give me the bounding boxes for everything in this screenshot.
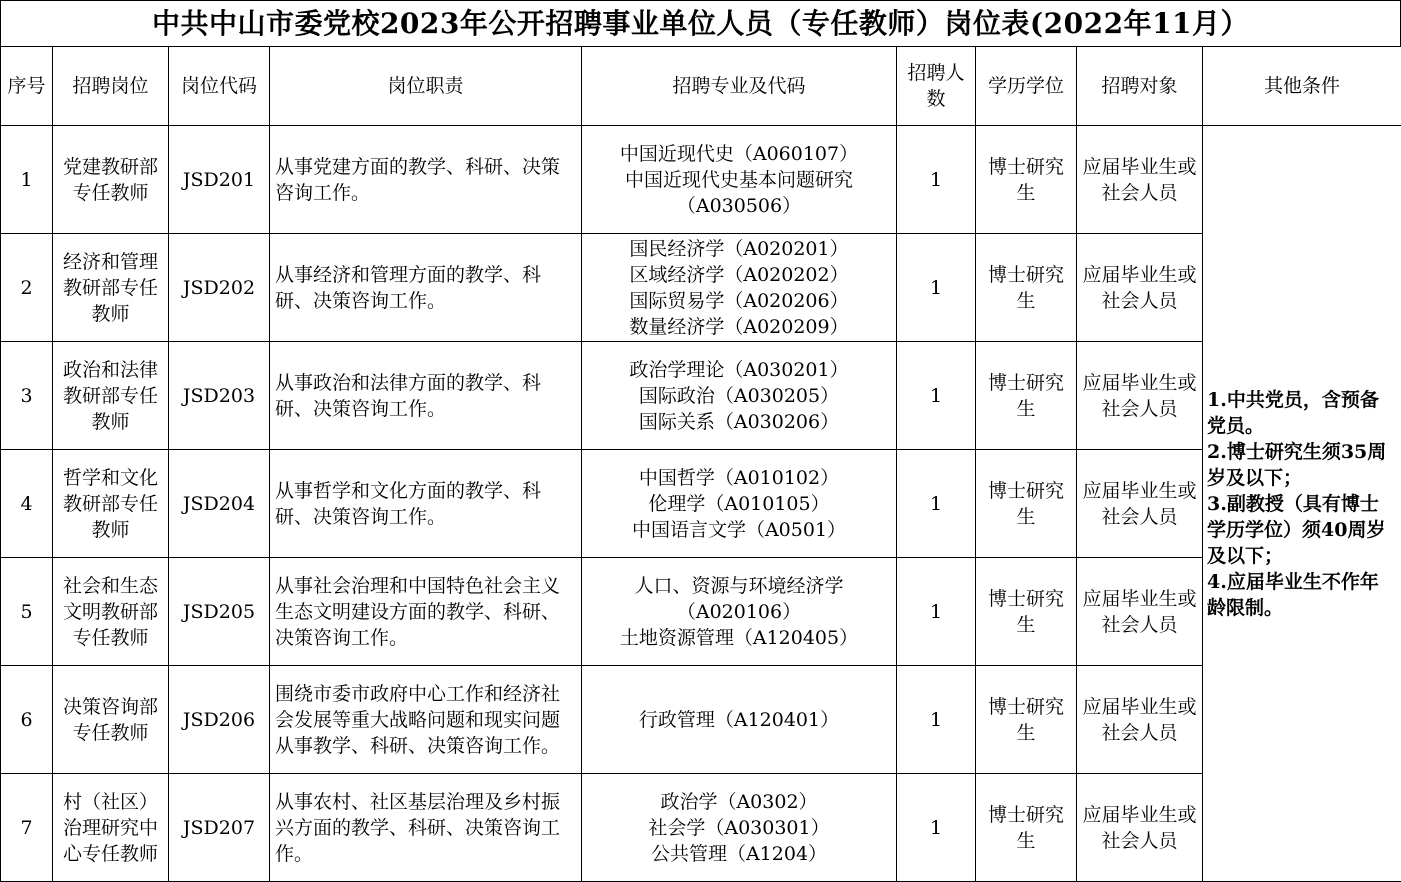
major-item: 中国近现代史基本问题研究 [587, 167, 891, 193]
cell-target: 应届毕业生或社会人员 [1077, 126, 1203, 234]
cell-count: 1 [897, 666, 976, 774]
cell-duty: 从事哲学和文化方面的教学、科研、决策咨询工作。 [270, 450, 582, 558]
condition-item: 2.博士研究生须35周岁及以下； [1207, 439, 1397, 491]
cell-duty: 从事党建方面的教学、科研、决策咨询工作。 [270, 126, 582, 234]
major-item: 中国语言文学（A0501） [587, 517, 891, 543]
cell-count: 1 [897, 450, 976, 558]
cell-seq: 7 [1, 774, 53, 882]
header-other-conditions: 其他条件 [1203, 47, 1401, 126]
header-position: 招聘岗位 [53, 47, 169, 126]
major-item: 国际贸易学（A020206） [587, 288, 891, 314]
cell-position: 党建教研部专任教师 [53, 126, 169, 234]
cell-seq: 5 [1, 558, 53, 666]
cell-target: 应届毕业生或社会人员 [1077, 342, 1203, 450]
cell-majors [582, 126, 897, 234]
cell-position: 社会和生态文明教研部专任教师 [53, 558, 169, 666]
cell-code: JSD206 [169, 666, 270, 774]
header-majors: 招聘专业及代码 [582, 47, 897, 126]
cell-majors [582, 666, 897, 774]
table-row [1, 558, 1401, 666]
cell-count: 1 [897, 774, 976, 882]
cell-degree: 博士研究生 [976, 558, 1077, 666]
major-item: 国际政治（A030205） [587, 383, 891, 409]
cell-duty: 从事经济和管理方面的教学、科研、决策咨询工作。 [270, 234, 582, 342]
major-item: 国际关系（A030206） [587, 409, 891, 435]
table-row [1, 234, 1401, 342]
cell-degree: 博士研究生 [976, 774, 1077, 882]
cell-code: JSD203 [169, 342, 270, 450]
cell-seq: 2 [1, 234, 53, 342]
positions-table [0, 46, 1401, 882]
cell-code: JSD205 [169, 558, 270, 666]
page-title: 中共中山市委党校2023年公开招聘事业单位人员（专任教师）岗位表(2022年11月） [0, 0, 1401, 46]
cell-target: 应届毕业生或社会人员 [1077, 558, 1203, 666]
cell-target: 应届毕业生或社会人员 [1077, 774, 1203, 882]
major-item: 中国哲学（A010102） [587, 465, 891, 491]
cell-count: 1 [897, 234, 976, 342]
cell-count: 1 [897, 558, 976, 666]
major-item: 中国近现代史（A060107） [587, 141, 891, 167]
major-item: 政治学理论（A030201） [587, 357, 891, 383]
cell-target: 应届毕业生或社会人员 [1077, 666, 1203, 774]
cell-majors [582, 342, 897, 450]
major-item: 公共管理（A1204） [587, 841, 891, 867]
cell-count: 1 [897, 126, 976, 234]
cell-position: 决策咨询部专任教师 [53, 666, 169, 774]
cell-majors [582, 558, 897, 666]
cell-code: JSD201 [169, 126, 270, 234]
cell-majors [582, 234, 897, 342]
cell-position: 经济和管理教研部专任教师 [53, 234, 169, 342]
condition-item: 3.副教授（具有博士学历学位）须40周岁及以下； [1207, 491, 1397, 569]
cell-seq: 3 [1, 342, 53, 450]
major-item: 社会学（A030301） [587, 815, 891, 841]
header-code: 岗位代码 [169, 47, 270, 126]
table-row [1, 666, 1401, 774]
cell-degree: 博士研究生 [976, 126, 1077, 234]
major-item: （A030506） [587, 193, 891, 219]
cell-duty: 从事社会治理和中国特色社会主义生态文明建设方面的教学、科研、决策咨询工作。 [270, 558, 582, 666]
major-item: 土地资源管理（A120405） [587, 625, 891, 651]
header-seq: 序号 [1, 47, 53, 126]
major-item: 国民经济学（A020201） [587, 236, 891, 262]
header-degree: 学历学位 [976, 47, 1077, 126]
cell-code: JSD204 [169, 450, 270, 558]
condition-item: 1.中共党员，含预备党员。 [1207, 387, 1397, 439]
header-target: 招聘对象 [1077, 47, 1203, 126]
cell-degree: 博士研究生 [976, 450, 1077, 558]
cell-position: 哲学和文化教研部专任教师 [53, 450, 169, 558]
cell-duty: 围绕市委市政府中心工作和经济社会发展等重大战略问题和现实问题从事教学、科研、决策咨询工作。 [270, 666, 582, 774]
header-row [1, 47, 1401, 126]
cell-majors [582, 450, 897, 558]
major-item: 行政管理（A120401） [587, 707, 891, 733]
cell-majors [582, 774, 897, 882]
cell-seq: 1 [1, 126, 53, 234]
cell-code: JSD207 [169, 774, 270, 882]
table-row [1, 342, 1401, 450]
cell-target: 应届毕业生或社会人员 [1077, 450, 1203, 558]
cell-duty: 从事农村、社区基层治理及乡村振兴方面的教学、科研、决策咨询工作。 [270, 774, 582, 882]
cell-degree: 博士研究生 [976, 342, 1077, 450]
major-item: 数量经济学（A020209） [587, 314, 891, 340]
cell-position: 政治和法律教研部专任教师 [53, 342, 169, 450]
cell-target: 应届毕业生或社会人员 [1077, 234, 1203, 342]
cell-degree: 博士研究生 [976, 234, 1077, 342]
condition-item: 4.应届毕业生不作年龄限制。 [1207, 569, 1397, 621]
major-item: 人口、资源与环境经济学 [587, 573, 891, 599]
header-duty: 岗位职责 [270, 47, 582, 126]
cell-code: JSD202 [169, 234, 270, 342]
table-row [1, 450, 1401, 558]
major-item: 区域经济学（A020202） [587, 262, 891, 288]
major-item: 伦理学（A010105） [587, 491, 891, 517]
cell-degree: 博士研究生 [976, 666, 1077, 774]
cell-count: 1 [897, 342, 976, 450]
table-row [1, 774, 1401, 882]
major-item: 政治学（A0302） [587, 789, 891, 815]
cell-seq: 4 [1, 450, 53, 558]
cell-duty: 从事政治和法律方面的教学、科研、决策咨询工作。 [270, 342, 582, 450]
cell-other-conditions [1203, 126, 1401, 882]
header-count: 招聘人数 [897, 47, 976, 126]
cell-seq: 6 [1, 666, 53, 774]
major-item: （A020106） [587, 599, 891, 625]
cell-position: 村（社区）治理研究中心专任教师 [53, 774, 169, 882]
table-row [1, 126, 1401, 234]
